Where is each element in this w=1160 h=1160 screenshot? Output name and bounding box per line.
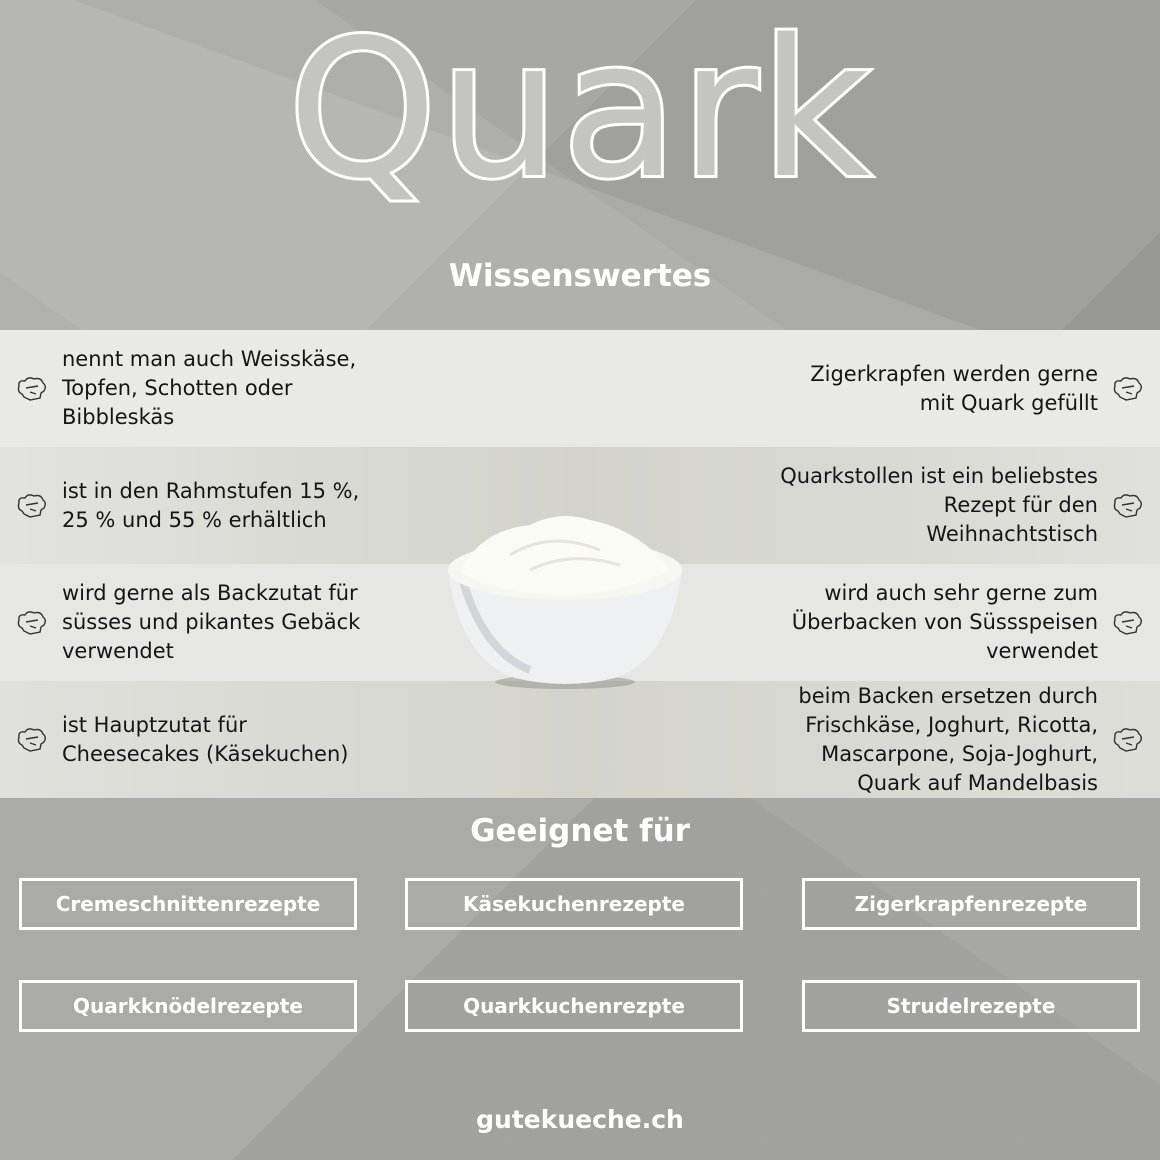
recipe-category-button[interactable]: Cremeschnittenrezepte xyxy=(19,878,357,930)
chef-hat-icon xyxy=(16,493,48,519)
fact-text: ist Hauptzutat für Cheesecakes (Käsekuchen) xyxy=(62,712,349,766)
chef-hat-icon xyxy=(1112,610,1144,636)
section-heading-facts: Wissenswertes xyxy=(448,258,712,294)
chef-hat-icon xyxy=(1112,727,1144,753)
fact-text: wird auch sehr gerne zum Überbacken von Süssspeisen verwendet xyxy=(791,581,1098,663)
section-heading-suitable: Geeignet für xyxy=(470,813,690,849)
fact-text: Zigerkrapfen werden gerne mit Quark gefüllt xyxy=(810,361,1098,415)
footer-logo: gutekueche.ch xyxy=(476,1105,684,1134)
fact-right xyxy=(714,564,1144,681)
fact-right xyxy=(714,681,1144,798)
chef-hat-icon xyxy=(1112,376,1144,402)
chef-hat-icon xyxy=(16,727,48,753)
fact-text: ist in den Rahmstufen 15 %, 25 % und 55 % erhältlich xyxy=(62,478,360,532)
recipe-category-button[interactable]: Zigerkrapfenrezepte xyxy=(802,878,1140,930)
fact-text: wird gerne als Backzutat für süsses und pikantes Gebäck verwendet xyxy=(62,581,361,663)
quark-bowl-image xyxy=(440,510,690,690)
fact-right xyxy=(714,447,1144,564)
fact-left xyxy=(16,564,436,681)
fact-text: nennt man auch Weisskäse, Topfen, Schotten oder Bibbleskäs xyxy=(62,347,357,429)
fact-row xyxy=(0,330,1160,447)
fact-text: Quarkstollen ist ein beliebstes Rezept für den Weihnachtstisch xyxy=(780,464,1098,546)
recipe-category-button[interactable]: Quarkkuchenrezpte xyxy=(405,980,743,1032)
page-title: Quark xyxy=(287,0,873,220)
recipe-category-button[interactable]: Quarkknödelrezepte xyxy=(19,980,357,1032)
fact-right xyxy=(714,330,1144,447)
fact-text: beim Backen ersetzen durch Frischkäse, Joghurt, Ricotta, Mascarpone, Soja-Joghurt, Quark auf Mandelbasis xyxy=(798,683,1098,795)
chef-hat-icon xyxy=(16,610,48,636)
chef-hat-icon xyxy=(16,376,48,402)
fact-left xyxy=(16,681,436,798)
chef-hat-icon xyxy=(1112,493,1144,519)
recipe-category-button[interactable]: Strudelrezepte xyxy=(802,980,1140,1032)
fact-row xyxy=(0,681,1160,798)
fact-left xyxy=(16,447,436,564)
fact-left xyxy=(16,330,436,447)
recipe-category-button[interactable]: Käsekuchenrezepte xyxy=(405,878,743,930)
